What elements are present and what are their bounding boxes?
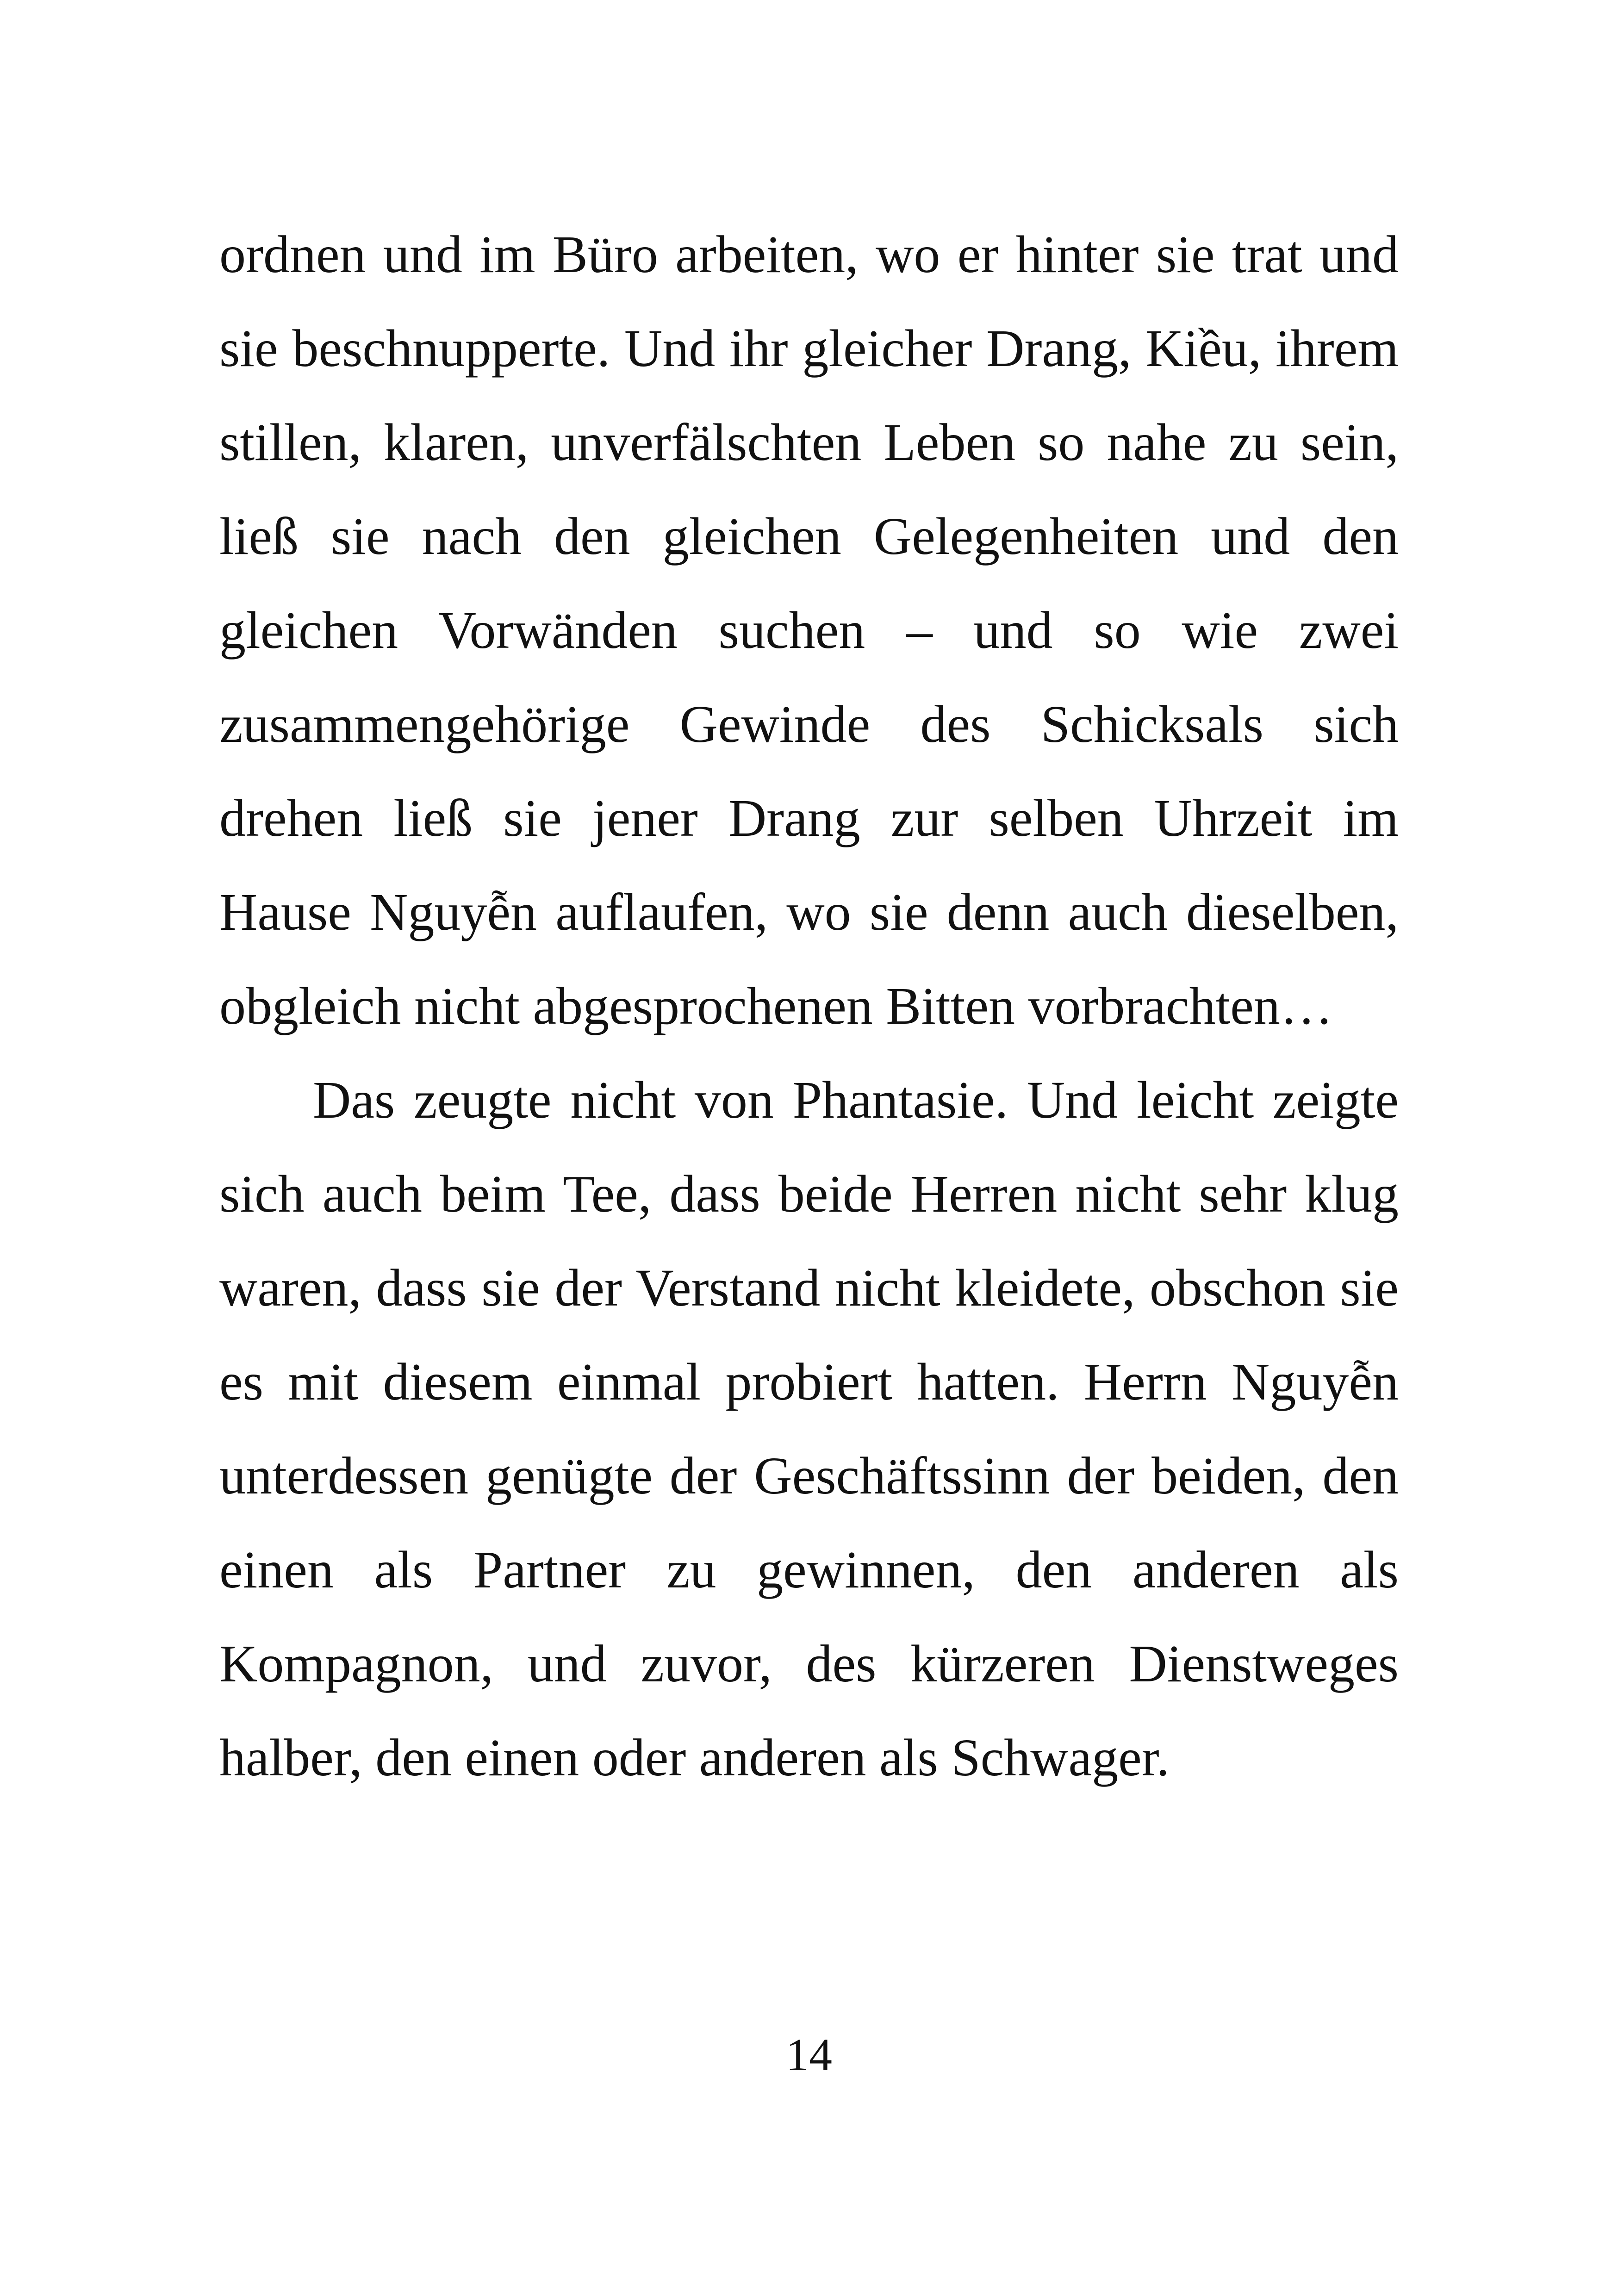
paragraph-continued: ordnen und im Büro arbeiten, wo er hinter sie trat und sie beschnupperte. Und ihr gleicher Drang, Kiều, ihrem stillen, klaren, unverfälschten Leben so nahe zu sein, ließ sie nach den gleichen Gelegenheiten und den gleichen Vorwänden suchen – und so wie zwei zusammengehörige Gewinde des Schicksals sich drehen ließ sie jener Drang zur selben Uhrzeit im Hause Nguyễn auflaufen, wo sie denn auch dieselben, obgleich nicht abgesprochenen Bitten vorbrachten…: [219, 225, 1399, 1035]
paragraph-indented: Das zeugte nicht von Phantasie. Und leicht zeigte sich auch beim Tee, dass beide Herren nicht sehr klug waren, dass sie der Verstand nicht kleidete, obschon sie es mit diesem einmal probiert hatten. Herrn Nguyễn unterdessen genügte der Geschäftssinn der beiden, den einen als Partner zu gewinnen, den anderen als Kompagnon, und zuvor, des kürzeren Dienstweges halber, den einen oder anderen als Schwager.: [219, 1070, 1399, 1787]
page-number: 14: [786, 2029, 832, 2080]
body-text: [219, 207, 1399, 1804]
